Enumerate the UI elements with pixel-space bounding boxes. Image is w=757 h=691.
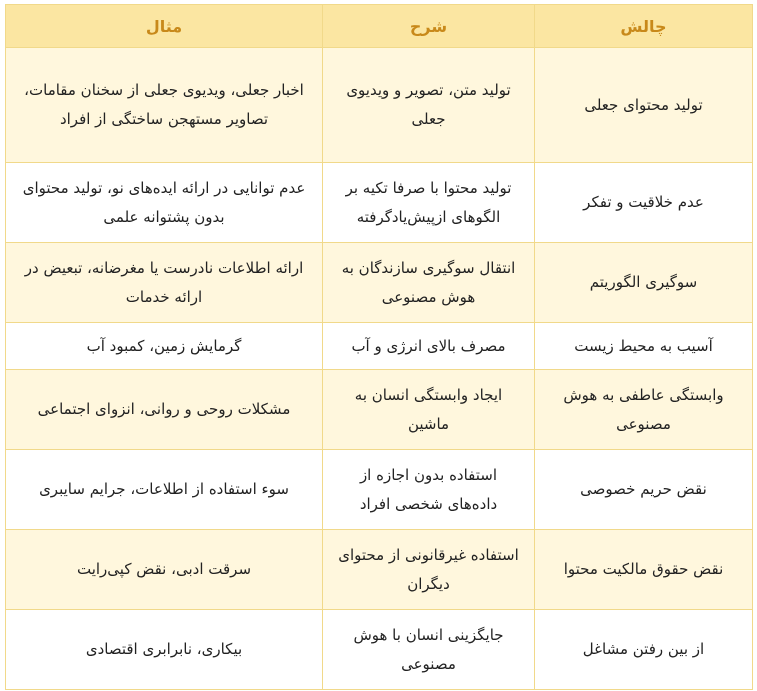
table-row xyxy=(6,48,753,163)
header-description: شرح xyxy=(323,5,535,48)
table-row xyxy=(6,450,753,530)
cell-description: تولید متن، تصویر و ویدیوی جعلی xyxy=(323,48,535,163)
cell-example: بیکاری، نابرابری اقتصادی xyxy=(6,610,323,690)
cell-example: گرمایش زمین، کمبود آب xyxy=(6,323,323,370)
header-row xyxy=(6,5,753,48)
table-body xyxy=(6,48,753,690)
header-challenge: چالش xyxy=(535,5,753,48)
header-example: مثال xyxy=(6,5,323,48)
cell-challenge: عدم خلاقیت و تفکر xyxy=(535,163,753,243)
table-row xyxy=(6,610,753,690)
table-row xyxy=(6,323,753,370)
cell-example: مشکلات روحی و روانی، انزوای اجتماعی xyxy=(6,370,323,450)
cell-challenge: تولید محتوای جعلی xyxy=(535,48,753,163)
cell-challenge: وابستگی عاطفی به هوش مصنوعی xyxy=(535,370,753,450)
cell-example: ارائه اطلاعات نادرست یا مغرضانه، تبعیض در ارائه خدمات xyxy=(6,243,323,323)
cell-description: استفاده بدون اجازه از داده‌های شخصی افراد xyxy=(323,450,535,530)
cell-description: ایجاد وابستگی انسان به ماشین xyxy=(323,370,535,450)
cell-description: جایگزینی انسان با هوش مصنوعی xyxy=(323,610,535,690)
cell-challenge: سوگیری الگوریتم xyxy=(535,243,753,323)
cell-description: انتقال سوگیری سازندگان به هوش مصنوعی xyxy=(323,243,535,323)
cell-description: تولید محتوا با صرفا تکیه بر الگوهای ازپیش‌یادگرفته xyxy=(323,163,535,243)
cell-challenge: آسیب به محیط زیست xyxy=(535,323,753,370)
table-row xyxy=(6,530,753,610)
cell-example: عدم توانایی در ارائه ایده‌های نو، تولید محتوای بدون پشتوانه علمی xyxy=(6,163,323,243)
cell-challenge: از بین رفتن مشاغل xyxy=(535,610,753,690)
challenges-table xyxy=(5,4,753,690)
cell-description: استفاده غیرقانونی از محتوای دیگران xyxy=(323,530,535,610)
cell-description: مصرف بالای انرژی و آب xyxy=(323,323,535,370)
table-row xyxy=(6,243,753,323)
cell-example: اخبار جعلی، ویدیوی جعلی از سخنان مقامات، تصاویر مستهجن ساختگی از افراد xyxy=(6,48,323,163)
challenges-table-container xyxy=(5,4,752,690)
cell-example: سوء استفاده از اطلاعات، جرایم سایبری xyxy=(6,450,323,530)
cell-challenge: نقض حقوق مالکیت محتوا xyxy=(535,530,753,610)
table-header xyxy=(6,5,753,48)
table-row xyxy=(6,370,753,450)
cell-example: سرقت ادبی، نقض کپی‌رایت xyxy=(6,530,323,610)
cell-challenge: نقض حریم خصوصی xyxy=(535,450,753,530)
table-row xyxy=(6,163,753,243)
